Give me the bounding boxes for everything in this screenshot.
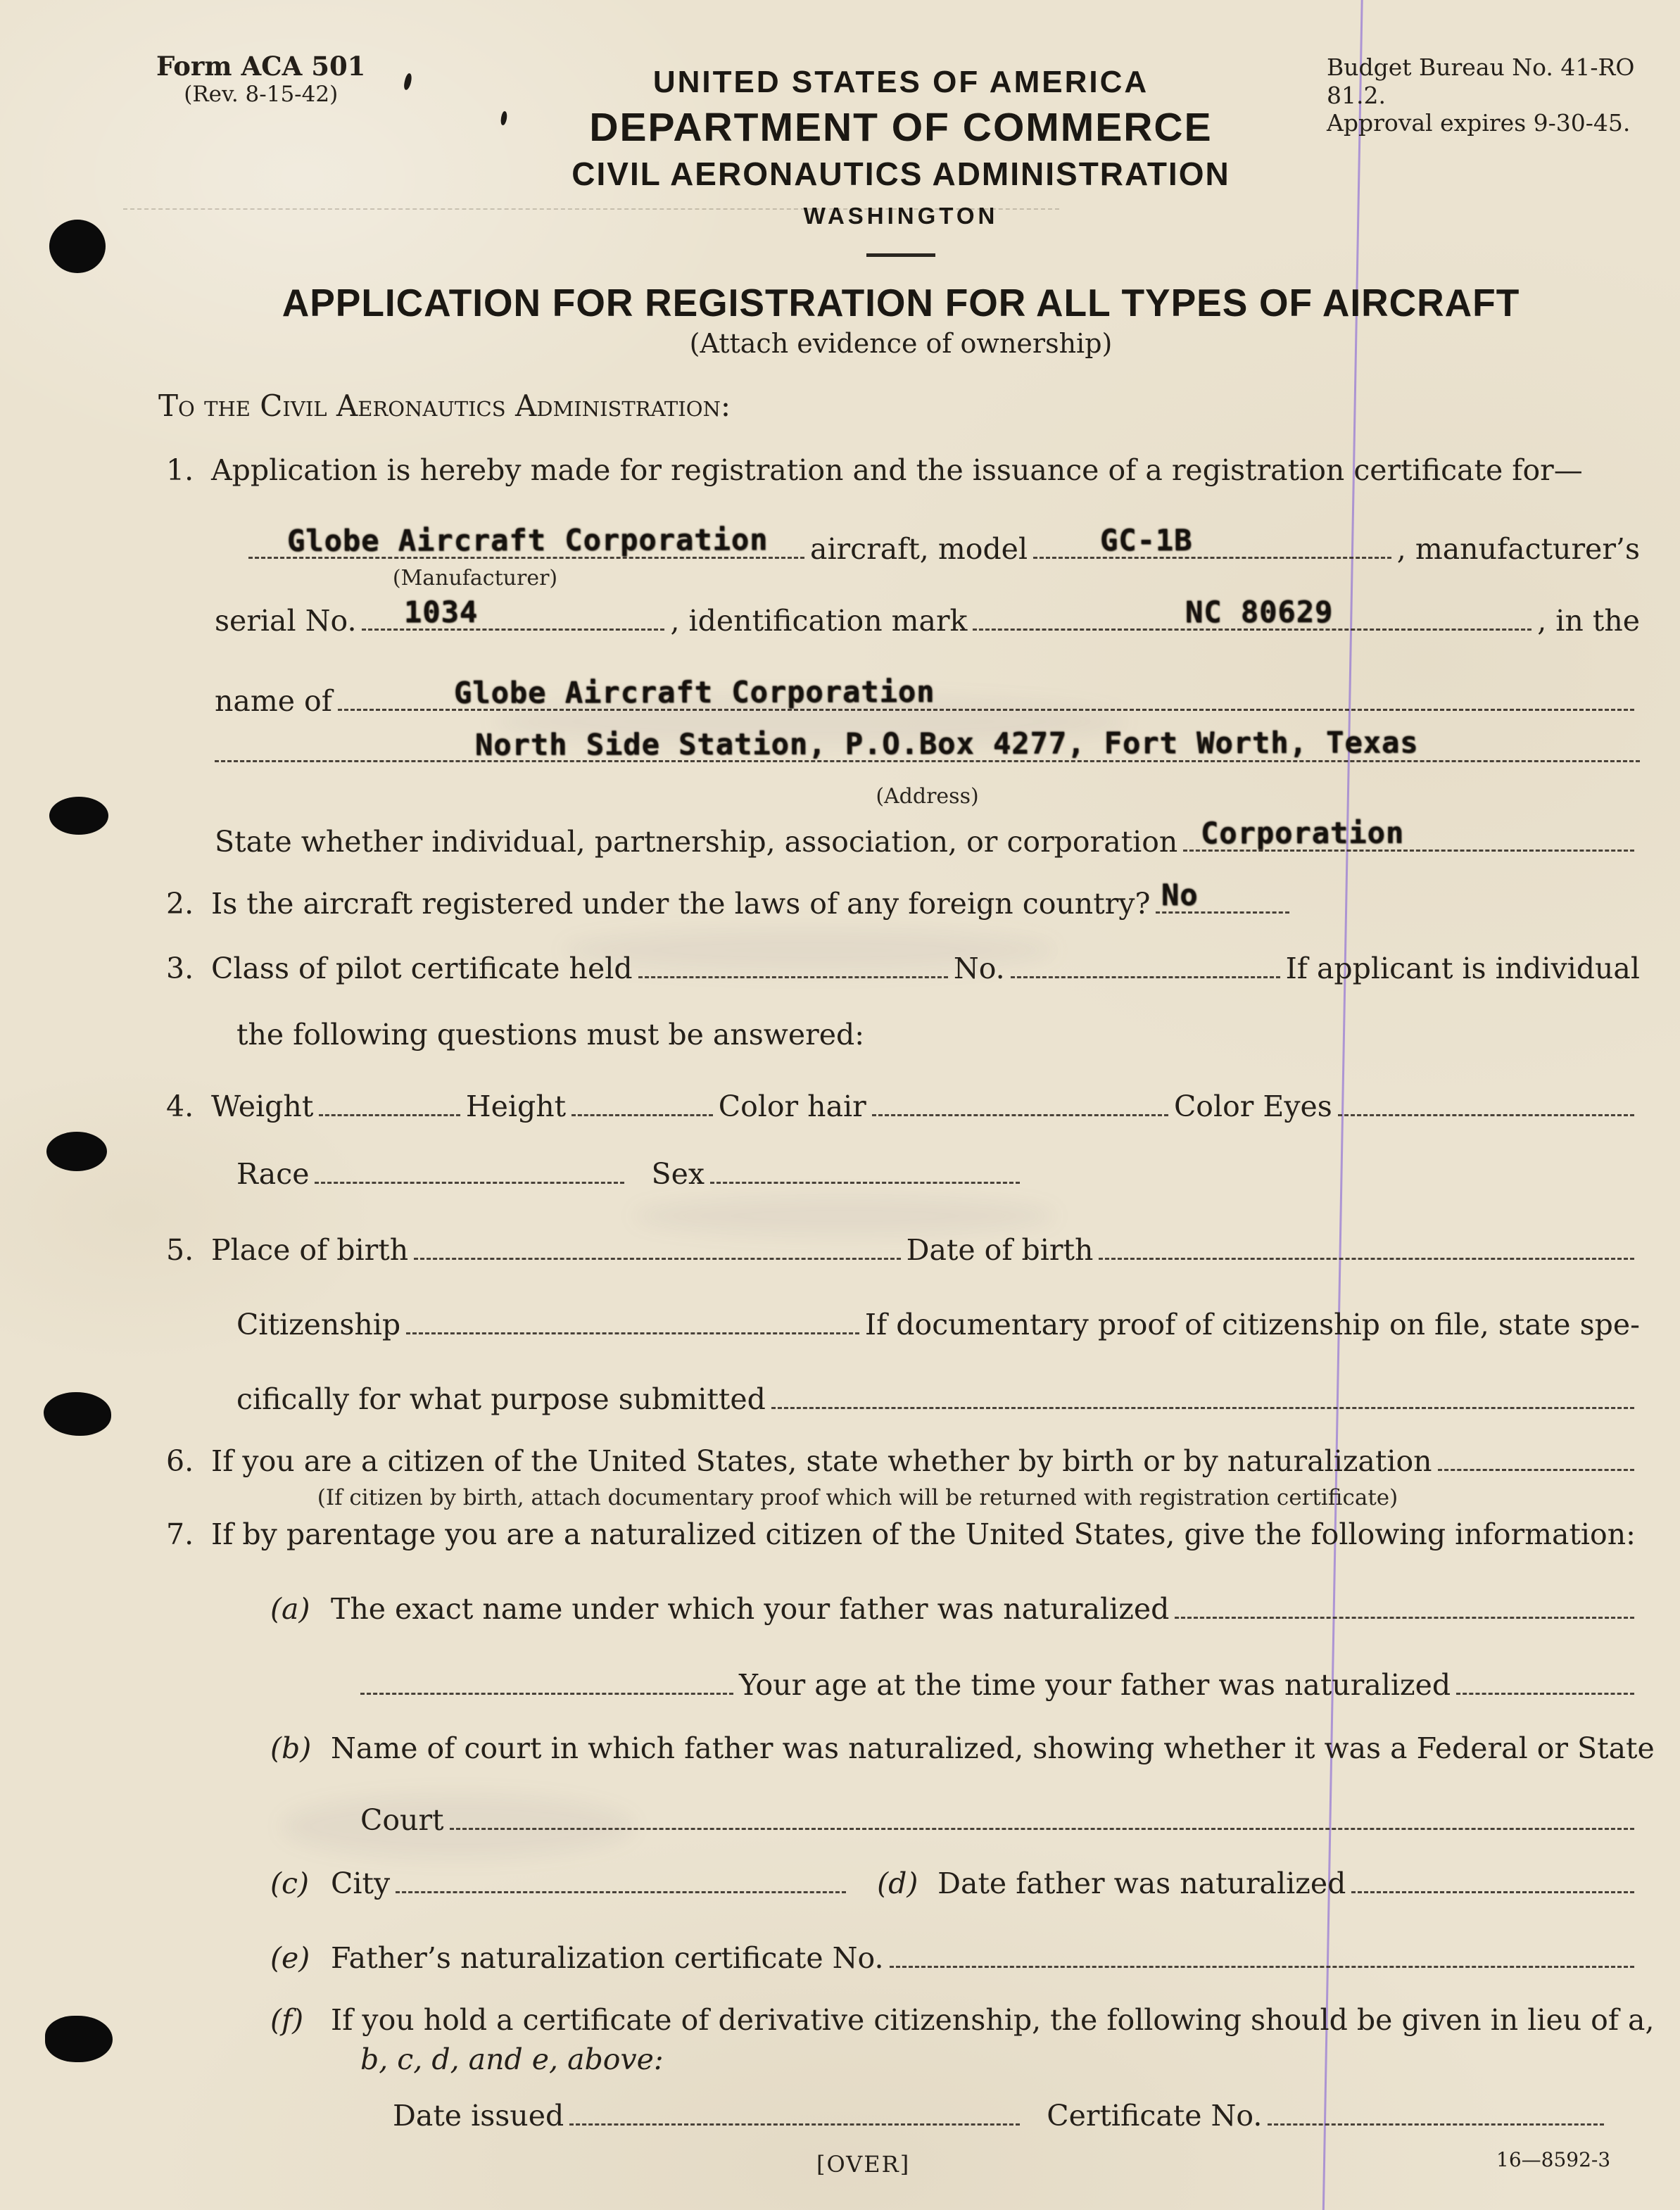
- header-country: UNITED STATES OF AMERICA: [652, 65, 1149, 99]
- date-issued-fill-line: [569, 2115, 1020, 2126]
- entity-type-fill-line: [1183, 815, 1634, 852]
- idmark-fill-line: [973, 594, 1531, 631]
- item-4-line: [166, 1090, 1640, 1124]
- date-naturalized-label: Date father was naturalized: [937, 1867, 1346, 1900]
- manufacturer-fill-line: [248, 522, 804, 559]
- city-label: City: [331, 1867, 391, 1900]
- weight-fill-line: [319, 1106, 460, 1116]
- place-of-birth-label: Place of birth: [211, 1233, 409, 1267]
- citizenship-proof-text-1: If documentary proof of citizenship on file, state spe-: [864, 1308, 1640, 1341]
- age-fill-line: [1456, 1684, 1634, 1695]
- naturalization-fill-line: [1438, 1460, 1634, 1471]
- item-7-text: If by parentage you are a naturalized citizen of the United States, give the following information:: [211, 1517, 1636, 1551]
- sex-fill-line: [710, 1173, 1020, 1184]
- page-title: APPLICATION FOR REGISTRATION FOR ALL TYPES OF AIRCRAFT: [282, 281, 1520, 324]
- item-7a-line-2: [360, 1668, 1640, 1703]
- item-3-text-1: Class of pilot certificate held: [211, 952, 633, 985]
- item-6-text: If you are a citizen of the United States, state whether by birth or by naturalization: [211, 1444, 1432, 1478]
- salutation: To the Civil Aeronautics Administration:: [158, 389, 731, 423]
- father-name-fill-line: [1175, 1608, 1634, 1619]
- entity-type-label: State whether individual, partnership, association, or corporation: [215, 825, 1178, 859]
- bleed-through-smudge: [633, 1196, 1056, 1235]
- page-subtitle: (Attach evidence of ownership): [689, 328, 1113, 359]
- item-7e-line: [270, 1941, 1640, 1976]
- date-of-birth-fill-line: [1099, 1249, 1634, 1260]
- model-label: aircraft, model: [810, 532, 1028, 566]
- item-3-line: [166, 952, 1640, 986]
- purpose-submitted-fill-line: [771, 1398, 1634, 1409]
- item-7a-line: [270, 1592, 1640, 1627]
- father-name-fill-line-2: [360, 1684, 733, 1695]
- item-5-number: 5.: [166, 1233, 194, 1267]
- place-of-birth-fill-line: [414, 1249, 900, 1260]
- date-issued-line: [393, 2099, 1610, 2133]
- color-eyes-fill-line: [1338, 1106, 1634, 1116]
- item-6-number: 6.: [166, 1444, 194, 1478]
- manufacturers-label: , manufacturer’s: [1396, 532, 1640, 566]
- item-4-number: 4.: [166, 1090, 194, 1123]
- manufacturer-value: Globe Aircraft Corporation: [286, 522, 769, 558]
- address-caption: (Address): [876, 784, 979, 809]
- print-code: 16—8592-3: [1496, 2148, 1611, 2171]
- item-2-fill-line: [1156, 877, 1289, 914]
- father-certificate-fill-line: [890, 1957, 1634, 1968]
- item-3-number: 3.: [166, 952, 194, 985]
- item-7b-line-2: [360, 1803, 1640, 1838]
- idmark-label: , identification mark: [670, 604, 968, 638]
- item-5-line-2: [236, 1308, 1640, 1342]
- certificate-no-fill-line-2: [1268, 2115, 1604, 2126]
- item-7b-label: (b): [270, 1731, 312, 1765]
- name-of-line: [215, 674, 1640, 719]
- form-number: Form ACA 501: [156, 51, 366, 82]
- punch-hole: [49, 797, 108, 835]
- item-7d-label: (d): [877, 1867, 918, 1900]
- item-6-line: [166, 1444, 1640, 1479]
- date-issued-label: Date issued: [393, 2099, 564, 2133]
- certificate-no-label: Certificate No.: [1047, 2099, 1263, 2133]
- serial-line: [215, 594, 1640, 638]
- color-eyes-label: Color Eyes: [1173, 1090, 1332, 1123]
- item-2-number: 2.: [166, 887, 194, 921]
- form-revision: (Rev. 8-15-42): [184, 82, 339, 107]
- item-1-line: [166, 453, 1640, 488]
- header-department: DEPARTMENT OF COMMERCE: [589, 105, 1213, 150]
- race-fill-line: [315, 1173, 624, 1184]
- item-7f-text-2: b, c, d, and e, above:: [360, 2042, 664, 2076]
- budget-line-1: Budget Bureau No. 41-RO 81.2.: [1327, 53, 1635, 109]
- address-line: [215, 725, 1640, 762]
- certificate-no-fill-line: [1011, 968, 1280, 978]
- citizenship-label: Citizenship: [236, 1308, 401, 1341]
- serial-value: 1034: [404, 594, 479, 630]
- address-fill-line: [215, 725, 1640, 762]
- item-7a-text: The exact name under which your father was naturalized: [331, 1592, 1170, 1626]
- model-fill-line: [1033, 522, 1391, 559]
- citizenship-proof-text-2: cifically for what purpose submitted: [236, 1382, 766, 1416]
- inthe-label: , in the: [1537, 604, 1640, 638]
- item-7b-text: Name of court in which father was naturalized, showing whether it was a Federal or State: [331, 1731, 1655, 1765]
- item-7f-label: (f): [270, 2003, 304, 2037]
- manufacturer-caption: (Manufacturer): [392, 566, 558, 591]
- item-5-line-3: [236, 1382, 1640, 1417]
- item-2-value: No: [1161, 877, 1199, 913]
- item-1-text: Application is hereby made for registration and the issuance of a registration certificate for—: [211, 453, 1583, 487]
- item-5-line: [166, 1233, 1640, 1268]
- race-label: Race: [236, 1157, 310, 1191]
- item-7b-line: [270, 1731, 1655, 1766]
- header-rule: [866, 253, 935, 257]
- punch-hole: [44, 1392, 111, 1436]
- name-fill-line: [338, 674, 1634, 711]
- item-3-text-2: If applicant is individual: [1285, 952, 1640, 985]
- item-7c-label: (c): [270, 1867, 309, 1900]
- entity-type-value: Corporation: [1201, 815, 1405, 851]
- manufacturer-line: [243, 522, 1640, 567]
- color-hair-fill-line: [872, 1106, 1168, 1116]
- sex-label: Sex: [651, 1157, 705, 1191]
- item-7f-text-1: If you hold a certificate of derivative citizenship, the following should be given in lieu of a,: [331, 2003, 1655, 2037]
- entity-type-line: [215, 815, 1640, 859]
- idmark-value: NC 80629: [1185, 594, 1334, 630]
- item-3-no-label: No.: [953, 952, 1005, 985]
- father-certificate-label: Father’s naturalization certificate No.: [331, 1941, 884, 1975]
- punch-hole: [45, 2016, 113, 2062]
- color-hair-label: Color hair: [718, 1090, 866, 1123]
- item-2-text: Is the aircraft registered under the laws of any foreign country?: [211, 887, 1151, 921]
- item-7cd-line: [270, 1867, 1640, 1901]
- punch-hole: [49, 220, 106, 273]
- height-fill-line: [571, 1106, 713, 1116]
- citizenship-fill-line: [406, 1324, 859, 1334]
- item-7-line: [166, 1517, 1636, 1552]
- date-naturalized-fill-line: [1351, 1883, 1634, 1893]
- item-1-number: 1.: [166, 453, 194, 487]
- item-4-line-2: [236, 1157, 1025, 1192]
- item-6-caption: (If citizen by birth, attach documentary proof which will be returned with registration certificate): [317, 1485, 1398, 1510]
- height-label: Height: [465, 1090, 567, 1123]
- address-value: North Side Station, P.O.Box 4277, Fort Worth, Texas: [474, 725, 1419, 762]
- item-7f-line-2: [360, 2042, 664, 2077]
- punch-hole: [46, 1132, 107, 1171]
- over-label: [OVER]: [816, 2151, 911, 2178]
- court-label: Court: [360, 1803, 444, 1837]
- item-3-text-3: the following questions must be answered:: [236, 1018, 865, 1052]
- item-7-number: 7.: [166, 1517, 194, 1551]
- date-of-birth-label: Date of birth: [906, 1233, 1094, 1267]
- serial-label: serial No.: [215, 604, 357, 638]
- serial-fill-line: [362, 594, 664, 631]
- header-rule-wrap: [162, 246, 1640, 260]
- budget-line-2: Approval expires 9-30-45.: [1327, 109, 1631, 137]
- name-value: Globe Aircraft Corporation: [453, 674, 935, 710]
- city-fill-line: [396, 1883, 846, 1893]
- item-3-line-2: [236, 1018, 864, 1052]
- court-fill-line: [450, 1819, 1634, 1830]
- item-7f-line: [270, 2003, 1655, 2038]
- item-7a2-text: Your age at the time your father was naturalized: [739, 1668, 1451, 1702]
- name-of-label: name of: [215, 684, 332, 718]
- header-agency: CIVIL AERONAUTICS ADMINISTRATION: [571, 156, 1230, 192]
- item-2-line: [166, 877, 1295, 921]
- header-city: WASHINGTON: [803, 203, 999, 229]
- item-7a-label: (a): [270, 1592, 310, 1626]
- weight-label: Weight: [211, 1090, 314, 1123]
- item-7e-label: (e): [270, 1941, 310, 1975]
- model-value: GC-1B: [1099, 522, 1193, 558]
- pilot-certificate-fill-line: [638, 968, 948, 978]
